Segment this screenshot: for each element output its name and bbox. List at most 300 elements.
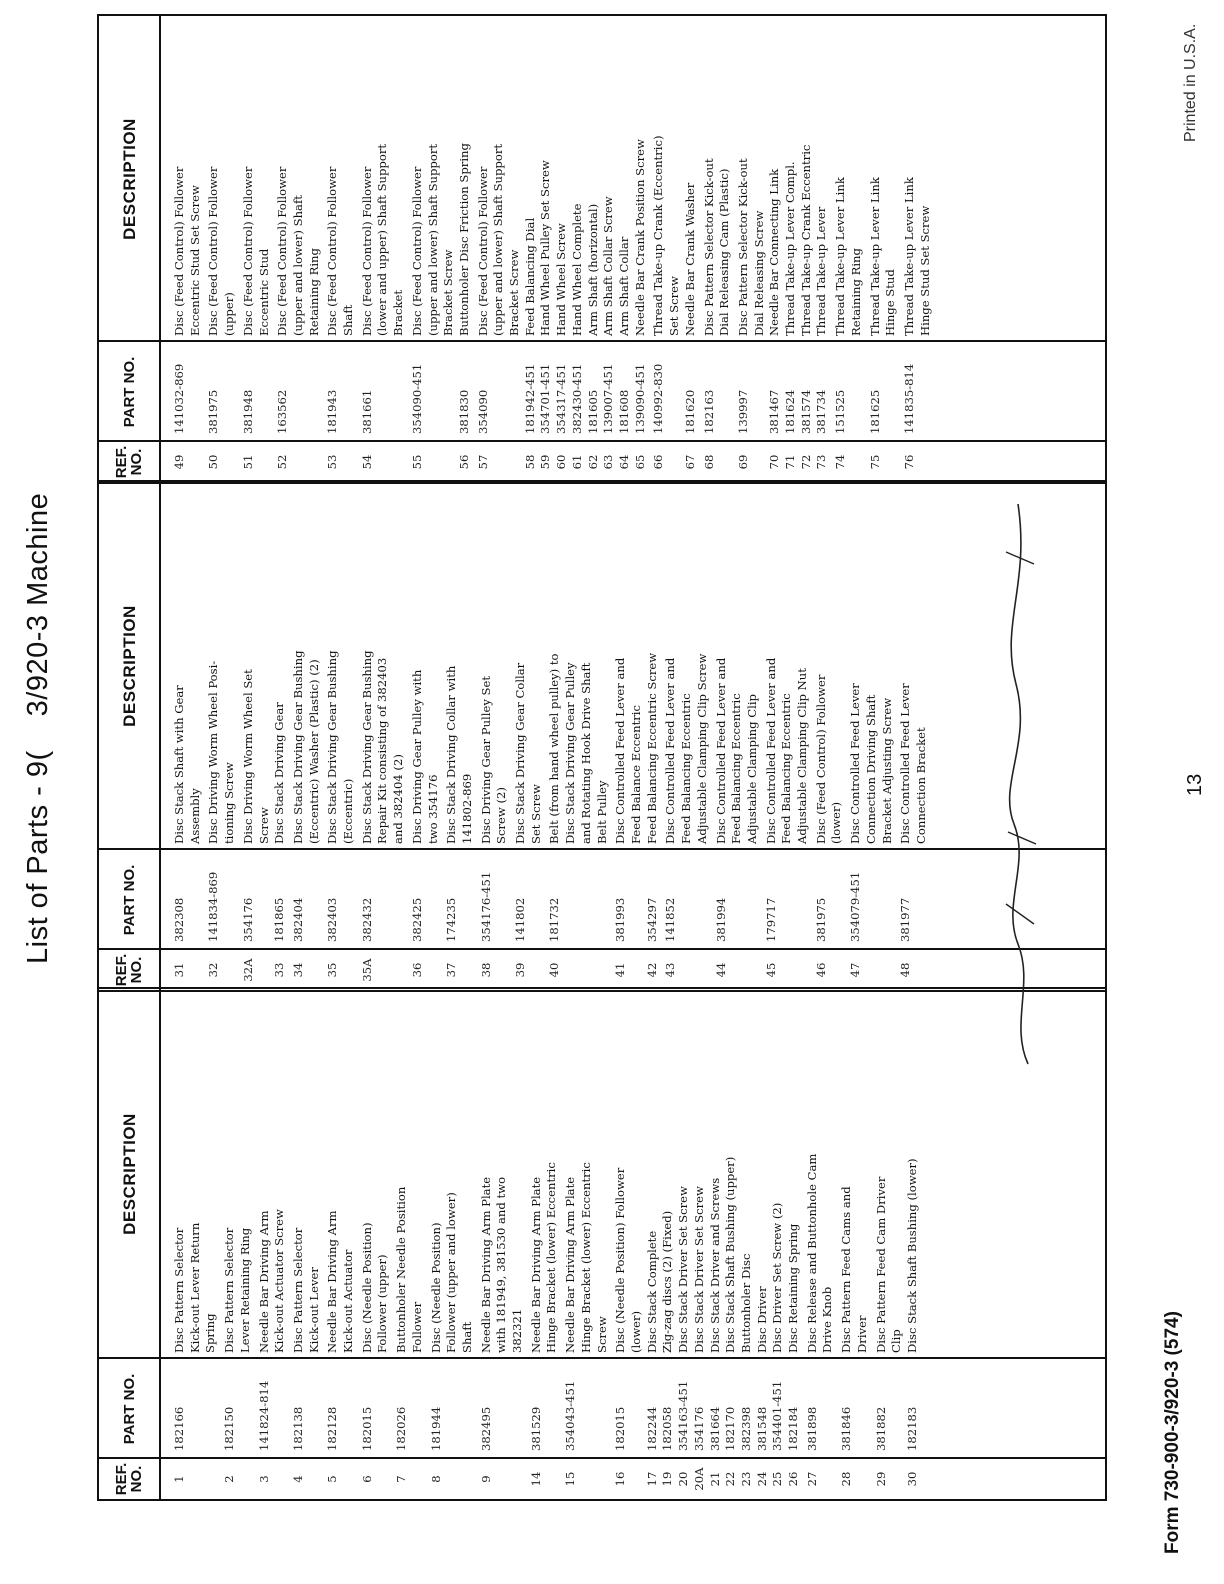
description: Disc Stack Driver Set Screw	[676, 1186, 691, 1353]
part-no: 381661	[359, 389, 374, 434]
description: Belt (from hand wheel pulley) to Disc Stack Driving Gear Pulley and Rotating Hook Drive Shaft Belt Pulley	[547, 653, 609, 844]
part-no: 381898	[804, 1406, 819, 1451]
table-row	[410, 482, 441, 990]
part-no-header: PART NO.	[120, 864, 138, 936]
table-row	[457, 16, 473, 482]
description: Disc (Feed Control) Follower (lower)	[813, 674, 844, 844]
description: Disc (Feed Control) Follower (lower and upper) Shaft Support Bracket	[359, 143, 406, 336]
table-row	[172, 16, 203, 482]
table-body	[169, 482, 930, 990]
part-no: 354043-451	[563, 1380, 578, 1451]
part-no: 141835-814	[901, 363, 916, 434]
part-no: 182128	[325, 1406, 340, 1451]
ref-no: 17	[644, 1471, 659, 1487]
ref-no-header: REF. NO.	[113, 445, 145, 479]
description: Disc Driver	[754, 1286, 769, 1353]
ref-no: 64	[616, 454, 631, 470]
part-no: 181608	[616, 389, 631, 434]
part-no: 141824-814	[256, 1380, 271, 1451]
ref-no: 45	[763, 962, 778, 978]
part-no: 354176	[691, 1406, 706, 1451]
description: Disc Stack Complete	[644, 1230, 659, 1353]
ref-no: 33	[272, 962, 287, 978]
table-row	[570, 16, 586, 482]
part-no: 182150	[222, 1406, 237, 1451]
description: Disc (Feed Control) Follower Eccentric Stud	[240, 166, 271, 336]
part-no: 182244	[644, 1406, 659, 1451]
part-no: 141852	[663, 897, 678, 942]
description: Disc Driving Gear Pulley Set Screw (2)	[478, 675, 509, 844]
ref-no: 38	[478, 962, 493, 978]
part-no: 139090-451	[632, 363, 647, 434]
part-no: 182183	[904, 1406, 919, 1451]
ref-no: 55	[409, 454, 424, 470]
table-row	[513, 482, 544, 990]
form-number: Form 730-900-3/920-3 (574)	[1162, 1311, 1183, 1554]
ref-no: 32	[206, 962, 221, 978]
ref-no: 53	[325, 454, 340, 470]
ref-no: 56	[456, 454, 471, 470]
part-no: 354079-451	[848, 871, 863, 942]
ref-no: 35A	[359, 958, 374, 982]
table-row	[764, 482, 811, 990]
ref-no: 40	[547, 962, 562, 978]
ref-no: 43	[663, 962, 678, 978]
description: Disc Pattern Selector Kick-out Lever	[290, 1227, 321, 1353]
description: Disc Pattern Selector Kick-out Dial Releasing Screw	[735, 158, 766, 336]
table-row	[714, 482, 761, 990]
table-row	[676, 989, 692, 1499]
ref-no: 52	[275, 454, 290, 470]
description: Thread Take-up Lever	[814, 206, 829, 336]
part-no-header: PART NO.	[120, 356, 138, 428]
part-no: 381664	[707, 1406, 722, 1451]
ref-no: 21	[707, 1471, 722, 1487]
ref-no: 44	[713, 962, 728, 978]
table-body	[169, 989, 921, 1499]
ref-no: 58	[522, 454, 537, 470]
table-row	[736, 16, 767, 482]
description: Needle Bar Crank Position Screw	[632, 139, 647, 336]
ref-no-header: REF. NO.	[113, 1462, 145, 1496]
description: Needle Bar Driving Arm Kick-out Actuator Screw	[256, 1209, 287, 1353]
description: Disc Retaining Spring	[786, 1223, 801, 1353]
table-row	[786, 989, 802, 1499]
ref-no: 4	[290, 1475, 305, 1483]
description: Arm Shaft (horizontal)	[585, 203, 600, 336]
description: Needle Bar Crank Washer	[682, 182, 697, 336]
ref-no: 68	[701, 454, 716, 470]
description: Disc Driving Gear Pulley with two 354176	[409, 669, 440, 844]
part-no: 354163-451	[676, 1380, 691, 1451]
ref-no: 25	[770, 1471, 785, 1487]
description: Disc Stack Driving Gear	[272, 702, 287, 844]
parts-table-1	[97, 987, 1107, 1501]
table-row	[898, 482, 929, 990]
description: Disc Stack Shaft Bushing (lower)	[904, 1158, 919, 1353]
table-row	[645, 989, 661, 1499]
table-row	[444, 482, 475, 990]
table-row	[814, 482, 845, 990]
description: Disc Pattern Selector Kick-out Dial Releasing Cam (Plastic)	[701, 158, 732, 336]
table-row	[905, 989, 921, 1499]
ref-no: 15	[563, 1471, 578, 1487]
description: Needle Bar Driving Arm Plate Hinge Bracket (lower) Eccentric	[528, 1162, 559, 1353]
part-no: 181944	[428, 1406, 443, 1451]
ref-no: 49	[172, 454, 186, 470]
ref-no: 70	[767, 454, 782, 470]
table-row	[563, 989, 610, 1499]
ref-no: 76	[901, 454, 916, 470]
description: Disc (Feed Control) Follower Shaft	[325, 166, 356, 336]
ref-no: 65	[632, 454, 647, 470]
part-no: 140992-830	[651, 363, 666, 434]
table-row	[663, 482, 710, 990]
description: Hand Wheel Pulley Set Screw	[538, 160, 553, 336]
table-row	[868, 16, 899, 482]
table-row	[257, 989, 288, 1499]
part-no: 381948	[240, 389, 255, 434]
part-no: 382425	[409, 897, 424, 942]
ref-no: 63	[601, 454, 616, 470]
ref-no: 62	[585, 454, 600, 470]
ref-no: 73	[814, 454, 829, 470]
ref-no: 2	[222, 1475, 237, 1483]
ref-no: 50	[206, 454, 221, 470]
ref-no: 29	[873, 1471, 888, 1487]
part-no: 141032-869	[172, 363, 186, 434]
table-row	[755, 989, 771, 1499]
table-row	[767, 16, 783, 482]
description: Disc Controlled Feed Lever and Feed Balancing Eccentric Adjustable Clamping Clip Nut	[763, 657, 810, 844]
part-no: 382495	[478, 1406, 493, 1451]
description: Disc Driver Set Screw (2)	[770, 1202, 785, 1353]
part-no: 181625	[867, 389, 882, 434]
table-row	[799, 16, 815, 482]
table-row	[172, 989, 219, 1499]
part-no: 181605	[585, 389, 600, 434]
table-row	[523, 16, 539, 482]
printed-in-usa: Printed in U.S.A.	[1182, 23, 1199, 142]
table-row	[360, 989, 391, 1499]
ref-no: 20	[676, 1471, 691, 1487]
page-title	[22, 459, 55, 964]
description-header: DESCRIPTION	[119, 1113, 139, 1235]
description: Disc Pattern Selector Kick-out Lever Return Spring	[172, 1222, 218, 1353]
description: Disc Stack Driving Collar with 141802-869	[444, 665, 474, 844]
table-header	[99, 989, 161, 1499]
ref-no: 3	[256, 1475, 271, 1483]
description: Thread Take-up Lever Compl.	[783, 161, 798, 336]
description: Needle Bar Driving Arm Plate with 181949, 381530 and two 382321	[478, 1176, 525, 1353]
description: Disc Stack Driving Gear Collar Set Screw	[513, 662, 543, 844]
description: Disc Driving Worm Wheel Posi- tioning Screw	[206, 660, 237, 844]
table-body	[169, 16, 933, 482]
description: Zig-zag discs (2) (Fixed)	[660, 1210, 675, 1353]
part-no: 381846	[839, 1406, 854, 1451]
part-no: 381993	[613, 897, 628, 942]
ref-no: 7	[394, 1475, 409, 1483]
part-no: 382430-451	[569, 363, 584, 434]
table-row	[783, 16, 799, 482]
part-no-header: PART NO.	[120, 1373, 138, 1445]
description: Buttonholer Disc	[738, 1253, 753, 1353]
part-no: 141802	[513, 897, 528, 942]
table-row	[429, 989, 476, 1499]
description: Feed Balancing Eccentric Screw	[644, 652, 659, 844]
description: Buttonholer Disc Friction Spring	[456, 143, 471, 336]
part-no: 381975	[813, 897, 828, 942]
description: Hand Wheel Complete	[569, 203, 584, 336]
ref-no: 48	[898, 962, 913, 978]
ref-no: 31	[172, 962, 186, 978]
part-no: 182184	[786, 1406, 801, 1451]
ref-no: 60	[554, 454, 569, 470]
ref-no: 59	[538, 454, 553, 470]
part-no: 141834-869	[206, 871, 221, 942]
description-header: DESCRIPTION	[119, 605, 139, 727]
parts-table-2	[97, 480, 1107, 992]
table-row	[222, 989, 253, 1499]
part-no: 179717	[763, 897, 778, 942]
table-row	[613, 482, 644, 990]
description: Disc Driving Worm Wheel Set Screw	[240, 669, 271, 844]
part-no: 381882	[873, 1406, 888, 1451]
description: Needle Bar Driving Arm Plate Hinge Bracket (lower) Eccentric Screw	[563, 1162, 609, 1353]
table-row	[360, 482, 407, 990]
description: Disc Stack Shaft with Gear Assembly	[172, 685, 202, 844]
description: Disc (Feed Control) Follower (upper and lower) Shaft Support Bracket Screw	[409, 143, 456, 336]
table-header	[99, 16, 161, 482]
table-row	[479, 482, 510, 990]
table-row	[708, 989, 724, 1499]
part-no: 181943	[325, 389, 340, 434]
part-no: 354176	[240, 897, 255, 942]
part-no: 381574	[798, 389, 813, 434]
ref-no: 8	[428, 1475, 443, 1483]
table-row	[814, 16, 830, 482]
part-no: 182058	[660, 1406, 675, 1451]
title-right: 3/920-3 Machine	[22, 492, 54, 717]
description: Disc Controlled Feed Lever Connection Bracket	[898, 683, 928, 844]
table-row	[394, 989, 425, 1499]
description: Disc Controlled Feed Lever and Feed Balancing Eccentric Adjustable Clamping Clip Screw	[663, 653, 709, 844]
description: Buttonholer Needle Position Follower	[394, 1186, 424, 1353]
description: Thread Take-up Lever Link Retaining Ring	[833, 177, 863, 336]
description: Disc Controlled Feed Lever Connection Driving Shaft Bracket Adjusting Screw	[848, 683, 894, 844]
part-no: 382308	[172, 897, 186, 942]
part-no: 163562	[275, 389, 290, 434]
description: Disc Stack Driving Gear Bushing Repair Kit consisting of 382403 and 382404 (2)	[359, 650, 406, 844]
table-row	[683, 16, 699, 482]
ref-no: 9	[478, 1475, 493, 1483]
table-row	[529, 989, 560, 1499]
part-no: 139997	[735, 389, 750, 434]
description: Disc (Needle Position) Follower (upper and lower) Shaft	[428, 1192, 474, 1353]
ref-no: 71	[783, 454, 798, 470]
part-no: 354317-451	[554, 363, 569, 434]
part-no: 174235	[444, 897, 459, 942]
part-no: 182015	[613, 1406, 628, 1451]
ref-no: 28	[839, 1471, 854, 1487]
part-no: 181624	[783, 389, 798, 434]
ref-no: 61	[569, 454, 584, 470]
part-no: 182138	[290, 1406, 305, 1451]
ref-no: 57	[475, 454, 490, 470]
ref-no: 6	[359, 1475, 374, 1483]
ref-no: 37	[444, 962, 459, 978]
description: Disc Stack Driver Set Screw	[691, 1186, 706, 1353]
table-row	[325, 989, 356, 1499]
part-no: 354701-451	[538, 363, 553, 434]
table-row	[617, 16, 633, 482]
description: Disc (Feed Control) Follower (upper and lower) Shaft Support Bracket Screw	[475, 143, 522, 336]
ref-no: 74	[833, 454, 848, 470]
part-no: 182015	[359, 1406, 374, 1451]
description: Disc Stack Shaft Bushing (upper)	[723, 1156, 738, 1353]
table-row	[206, 482, 237, 990]
ref-no: 27	[804, 1471, 819, 1487]
description: Thread Take-up Lever Link Hinge Stud	[867, 177, 898, 336]
table-row	[476, 16, 523, 482]
table-row	[325, 16, 356, 482]
part-no: 354090	[475, 389, 490, 434]
description: Needle Bar Connecting Link	[767, 168, 782, 336]
table-row	[770, 989, 786, 1499]
description: Disc (Needle Position) Follower (upper)	[359, 1222, 390, 1353]
ref-no: 66	[651, 454, 666, 470]
ref-no: 19	[660, 1471, 675, 1487]
description: Arm Shaft Collar Screw	[601, 196, 616, 336]
table-row	[241, 482, 272, 990]
description: Arm Shaft Collar	[616, 236, 631, 336]
part-no: 182166	[172, 1406, 186, 1451]
ref-no: 26	[786, 1471, 801, 1487]
table-row	[291, 989, 322, 1499]
part-no: 381529	[528, 1406, 543, 1451]
parts-table-3	[97, 14, 1107, 484]
table-row	[833, 16, 864, 482]
part-no: 182163	[701, 389, 716, 434]
description: Thread Take-up Crank (Eccentric) Set Screw	[651, 135, 682, 336]
part-no: 139007-451	[601, 363, 616, 434]
table-row	[645, 482, 661, 990]
table-row	[206, 16, 237, 482]
part-no: 181620	[682, 389, 697, 434]
table-row	[848, 482, 895, 990]
title-left: List of Parts - 9(	[22, 750, 54, 964]
description: Disc Stack Driving Gear Bushing (Eccentric)	[325, 650, 356, 844]
ref-no: 22	[723, 1471, 738, 1487]
table-row	[613, 989, 644, 1499]
part-no: 381548	[754, 1406, 769, 1451]
part-no: 354401-451	[770, 1380, 785, 1451]
part-no: 151525	[833, 389, 848, 434]
table-header	[99, 482, 161, 990]
table-row	[739, 989, 755, 1499]
table-row	[586, 16, 602, 482]
ref-no-header: REF. NO.	[113, 953, 145, 987]
ref-no: 14	[528, 1471, 543, 1487]
table-row	[547, 482, 610, 990]
ref-no: 39	[513, 962, 528, 978]
part-no: 354297	[644, 897, 659, 942]
ref-no: 32A	[240, 958, 255, 982]
table-row	[874, 989, 905, 1499]
part-no: 381994	[713, 897, 728, 942]
description: Disc (Needle Position) Follower (lower)	[613, 1167, 643, 1353]
description: Disc Stack Driving Gear Bushing (Eccentric) Washer (Plastic) (2)	[290, 650, 321, 844]
table-row	[805, 989, 836, 1499]
table-row	[660, 989, 676, 1499]
description: Disc Pattern Feed Cam Driver Clip	[873, 1176, 904, 1353]
table-row	[723, 989, 739, 1499]
table-row	[275, 16, 322, 482]
part-no: 381975	[206, 389, 221, 434]
ref-no: 36	[409, 962, 424, 978]
table-row	[651, 16, 682, 482]
description: Disc (Feed Control) Follower (upper)	[206, 166, 237, 336]
table-row	[554, 16, 570, 482]
part-no: 381977	[898, 897, 913, 942]
table-row	[479, 989, 526, 1499]
table-row	[172, 482, 203, 990]
part-no: 382404	[290, 897, 305, 942]
description: Disc Controlled Feed Lever and Feed Balance Eccentric	[613, 657, 643, 844]
description: Disc Stack Driver and Screws	[707, 1177, 722, 1353]
part-no: 181865	[272, 897, 287, 942]
description: Disc Pattern Feed Cams and Driver	[839, 1186, 869, 1353]
table-row	[241, 16, 272, 482]
page-number: 13	[1184, 773, 1206, 796]
table-row	[692, 989, 708, 1499]
ref-no: 34	[290, 962, 305, 978]
ref-no: 69	[735, 454, 750, 470]
table-row	[538, 16, 554, 482]
table-row	[702, 16, 733, 482]
ref-no: 72	[798, 454, 813, 470]
table-row	[601, 16, 617, 482]
ref-no: 42	[644, 962, 659, 978]
ref-no: 47	[848, 962, 863, 978]
part-no: 182170	[723, 1406, 738, 1451]
ref-no: 1	[172, 1475, 186, 1483]
handwritten-scribble	[1000, 444, 1040, 1544]
ref-no: 54	[359, 454, 374, 470]
part-no: 381467	[767, 389, 782, 434]
description: Disc Controlled Feed Lever and Feed Balancing Eccentric Adjustable Clamping Clip	[713, 657, 759, 844]
ref-no: 51	[240, 454, 255, 470]
description: Hand Wheel Screw	[554, 223, 569, 336]
ref-no: 67	[682, 454, 697, 470]
part-no: 354176-451	[478, 871, 493, 942]
description-header: DESCRIPTION	[119, 118, 139, 240]
table-row	[410, 16, 457, 482]
description: Disc (Feed Control) Follower Eccentric Stud Set Screw	[172, 166, 202, 336]
ref-no: 5	[325, 1475, 340, 1483]
table-row	[633, 16, 649, 482]
part-no: 382432	[359, 897, 374, 942]
part-no: 382398	[738, 1406, 753, 1451]
description: Disc (Feed Control) Follower (upper and lower) Shaft Retaining Ring	[275, 166, 321, 336]
ref-no: 41	[613, 962, 628, 978]
ref-no: 20A	[691, 1467, 706, 1491]
table-row	[902, 16, 933, 482]
part-no: 381734	[814, 389, 829, 434]
table-row	[291, 482, 322, 990]
ref-no: 16	[613, 1471, 628, 1487]
description: Disc Pattern Selector Lever Retaining Ring	[222, 1227, 252, 1353]
